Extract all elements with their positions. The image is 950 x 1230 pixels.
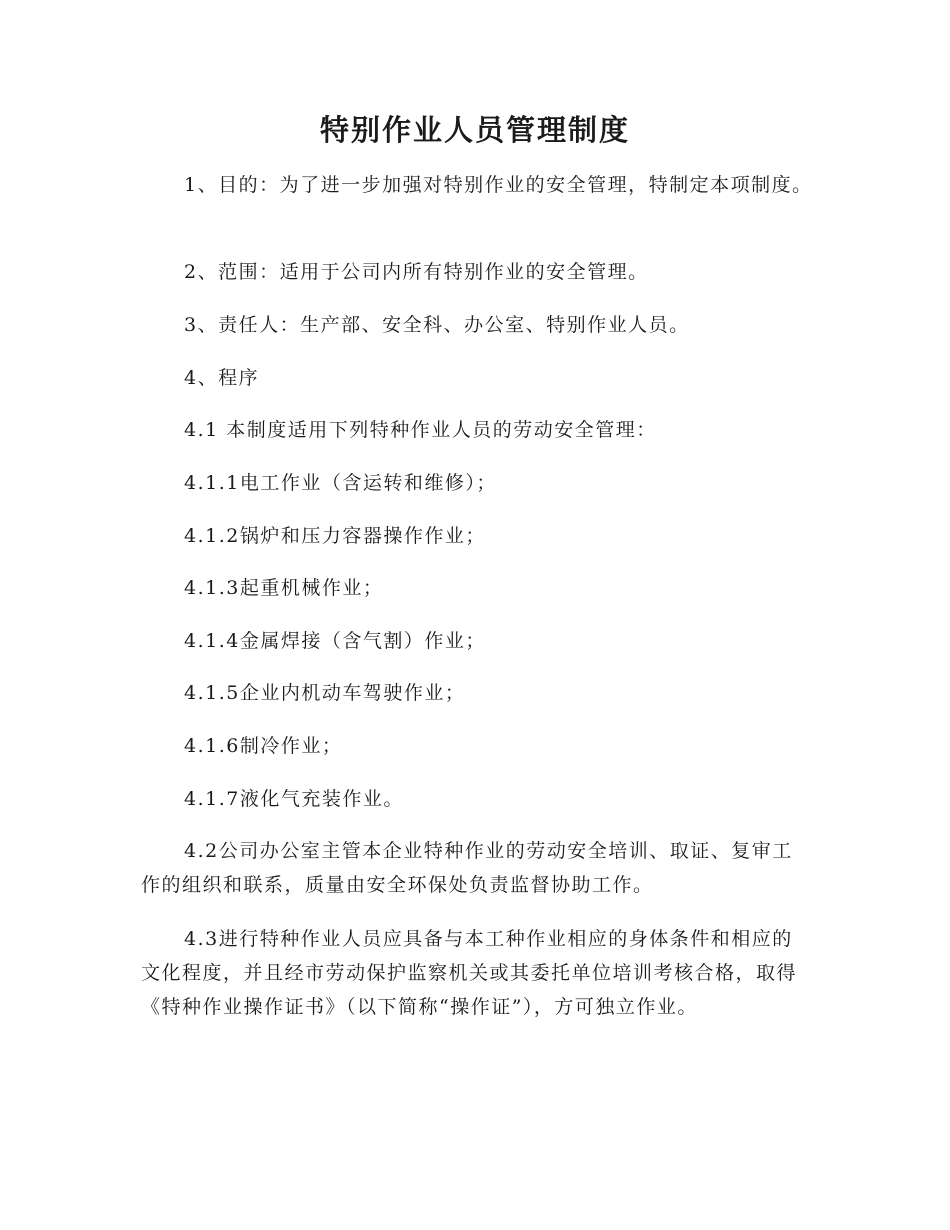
paragraph-procedure: 4、程序	[184, 367, 260, 389]
paragraph-4-1-1: 4.1.1电工作业（含运转和维修）；	[184, 472, 497, 494]
paragraph-responsible: 3、责任人：生产部、安全科、办公室、特别作业人员。	[184, 314, 690, 336]
paragraph-4-1-4: 4.1.4金属焊接（含气割）作业；	[184, 630, 486, 652]
paragraph-4-1-6: 4.1.6制冷作业；	[184, 735, 343, 757]
paragraph-4-1: 4.1 本制度适用下列特种作业人员的劳动安全管理：	[184, 419, 657, 441]
paragraph-4-1-3: 4.1.3起重机械作业；	[184, 577, 384, 599]
paragraph-4-1-2: 4.1.2锅炉和压力容器操作作业；	[184, 525, 486, 547]
paragraph-4-1-5: 4.1.5企业内机动车驾驶作业；	[184, 682, 466, 704]
paragraph-purpose: 1、目的：为了进一步加强对特别作业的安全管理，特制定本项制度。	[184, 174, 813, 196]
document-title: 特别作业人员管理制度	[319, 113, 630, 147]
paragraph-scope: 2、范围：适用于公司内所有特别作业的安全管理。	[184, 261, 649, 283]
paragraph-4-3: 4.3进行特种作业人员应具备与本工种作业相应的身体条件和相应的文化程度，并且经市劳动保护监察机关或其委托单位培训考核合格，取得《特种作业操作证书》（以下简称“操作证”），方可独立作业。	[141, 928, 798, 1018]
paragraph-4-1-7: 4.1.7液化气充装作业。	[184, 788, 404, 810]
paragraph-4-2: 4.2公司办公室主管本企业特种作业的劳动安全培训、取证、复审工作的组织和联系，质量由安全环保处负责监督协助工作。	[141, 840, 793, 896]
